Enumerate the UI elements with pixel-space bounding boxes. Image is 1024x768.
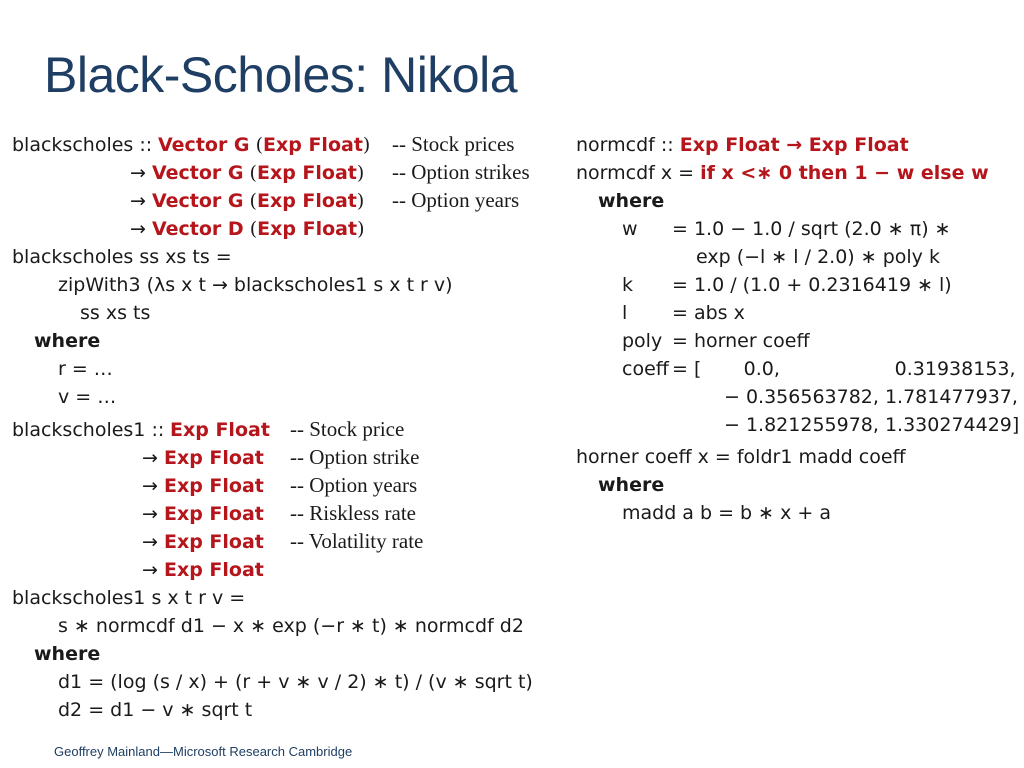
sig1-type-b: Exp Float [256,190,357,212]
def2-body: s ∗ normcdf d1 − x ∗ exp (−r ∗ t) ∗ normcdf d2 [58,615,524,637]
def1-where: where [34,330,101,352]
footer-affiliation: —Microsoft Research Cambridge [160,744,353,759]
arrow-icon: → [130,218,146,240]
def1-v: v = … [58,386,117,408]
sig1-name: blackscholes :: [12,134,153,156]
sig1-type-3 [130,216,364,242]
arrow-icon: → [142,503,158,525]
sig2-line-5 [142,557,264,583]
normcdf-sig-type: Exp Float → Exp Float [679,134,909,156]
sig1-comment-1: -- Option strikes [392,160,530,184]
binding-name-coeff: coeff [622,358,669,380]
sig2-type: Exp Float [163,475,264,497]
binding-name-l: l [622,302,628,324]
sig2-name: blackscholes1 :: [12,419,165,441]
normcdf-where: where [598,190,665,212]
horner-def: horner coeff x = foldr1 madd coeff [576,446,906,468]
left-code-column [12,132,572,722]
madd-def: madd a b = b ∗ x + a [622,502,831,524]
arrow-icon: → [130,162,146,184]
normcdf-def [576,160,989,186]
sig1-type-1 [130,160,364,186]
sig1-paren-close: ) [362,134,371,156]
binding-name-w: w [622,218,638,240]
binding-name-k: k [622,274,634,296]
sig1-type-a: Vector G [158,134,250,156]
horner-where: where [598,474,665,496]
sig2-comment-4: -- Volatility rate [290,529,424,553]
arrow-icon: → [142,447,158,469]
sig2-line-2 [142,473,264,499]
def2-where: where [34,643,101,665]
binding-value-coeff: = [ 0.0, 0.31938153, [672,358,1016,380]
sig1-paren-open: ( [249,190,257,212]
normcdf-def-body: if x <∗ 0 then 1 − w else w [700,162,989,184]
sig1-type-0 [158,132,370,158]
footer-author: Geoffrey Mainland [54,744,160,759]
sig2-line-4 [142,529,264,555]
arrow-icon: → [142,559,158,581]
sig1-comment-2: -- Option years [392,188,520,212]
sig2-comment-3: -- Riskless rate [290,501,416,525]
sig1-type-b: Exp Float [257,218,358,240]
sig1-paren-open: ( [249,162,257,184]
def1-zipwith: zipWith3 (λs x t → blackscholes1 s x t r v) [58,274,453,296]
normcdf-sig-name: normcdf :: [576,134,674,156]
sig2-line-1 [142,445,264,471]
sig2-type-0: Exp Float [170,419,270,441]
slide-title: Black-Scholes: Nikola [44,47,518,103]
def1-args: ss xs ts [80,302,151,324]
sig1-paren-close: ) [356,162,365,184]
arrow-icon: → [130,190,146,212]
sig1-comment-0: -- Stock prices [392,132,515,156]
right-code-column [576,132,1020,532]
arrow-icon: → [142,531,158,553]
def2-d2: d2 = d1 − v ∗ sqrt t [58,699,253,721]
normcdf-sig [576,132,909,158]
sig1-paren-close: ) [357,218,365,240]
binding-value-w: = 1.0 − 1.0 / sqrt (2.0 ∗ π) ∗ [672,218,951,240]
sig1-type-a: Vector D [151,218,244,240]
sig1-type-b: Exp Float [256,162,357,184]
footer [54,744,352,759]
sig2-comment-0: -- Stock price [290,417,405,441]
arrow-icon: → [142,475,158,497]
binding-value-coeff-2: − 0.356563782, 1.781477937, [724,386,1018,408]
binding-value-l: = abs x [672,302,745,324]
sig2-type: Exp Float [163,531,264,553]
binding-value-w-cont: exp (−l ∗ l / 2.0) ∗ poly k [696,246,940,268]
def1-head: blackscholes ss xs ts = [12,246,232,268]
binding-value-poly: = horner coeff [672,330,810,352]
sig1-paren-open: ( [249,218,258,240]
sig1-paren-close: ) [356,190,365,212]
sig2-type: Exp Float [163,447,264,469]
sig1-type-b: Exp Float [263,134,363,156]
binding-name-poly: poly [622,330,663,352]
sig2-comment-2: -- Option years [290,473,418,497]
sig1-line-0 [12,132,152,158]
def2-head: blackscholes1 s x t r v = [12,587,246,609]
sig2-type: Exp Float [163,503,264,525]
sig1-type-a: Vector G [151,190,244,212]
sig2-line-3 [142,501,264,527]
sig2-type: Exp Float [163,559,264,581]
def2-d1: d1 = (log (s / x) + (r + v ∗ v / 2) ∗ t) / (v ∗ sqrt t) [58,671,533,693]
normcdf-def-head: normcdf x = [576,162,695,184]
binding-value-coeff-3: − 1.821255978, 1.330274429] [724,414,1020,436]
def1-r: r = … [58,358,113,380]
sig1-type-a: Vector G [151,162,244,184]
sig1-paren-open: ( [255,134,263,156]
sig1-type-2 [130,188,364,214]
sig2-comment-1: -- Option strike [290,445,420,469]
binding-value-k: = 1.0 / (1.0 + 0.2316419 ∗ l) [672,274,952,296]
